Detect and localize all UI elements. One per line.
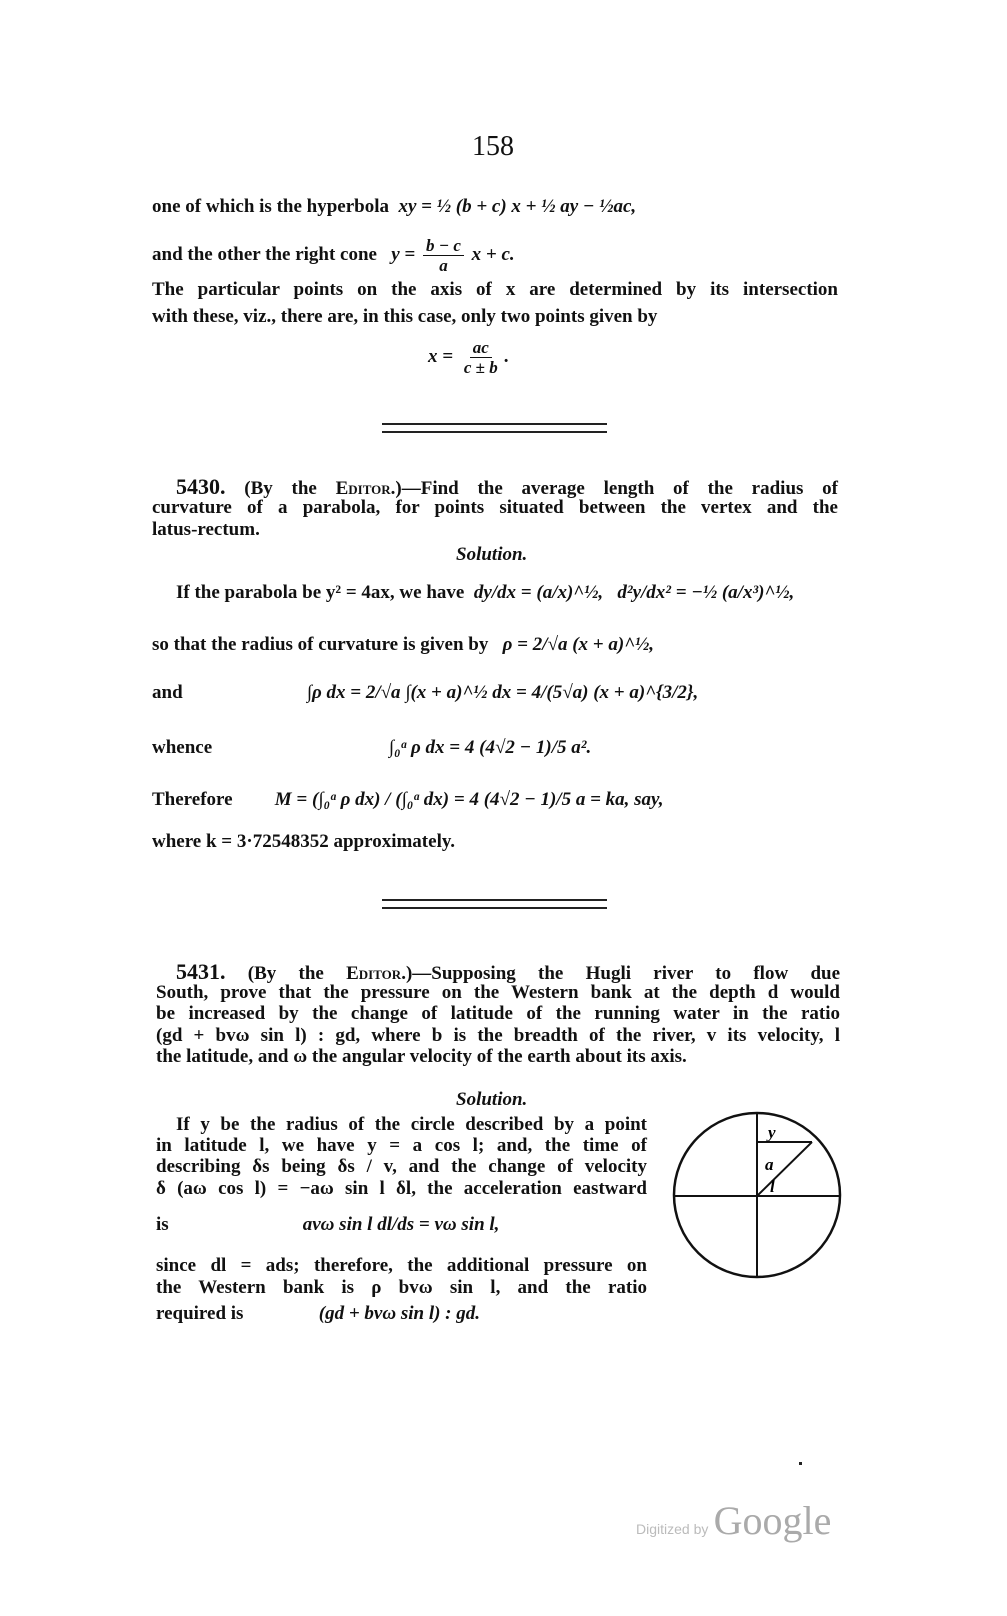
page-number: 158 [472, 131, 514, 162]
label: required is [156, 1303, 244, 1324]
text: one of which is the hyperbola [152, 196, 389, 217]
label: is [156, 1214, 169, 1235]
solution-line-6: where k = 3·72548352 approximately. [152, 831, 456, 852]
equation-mean: M = (∫₀ᵃ ρ dx) / (∫₀ᵃ dx) = 4 (4√2 − 1)/5 a = ka, say, [274, 789, 664, 810]
solution-line: δ (aω cos l) = −aω sin l δl, the acceleration eastward [156, 1178, 647, 1199]
earth-circle-diagram [670, 1108, 846, 1284]
section-divider [382, 423, 607, 433]
question-5431-line-5: the latitude, and ω the angular velocity of the earth about its axis. [156, 1046, 687, 1067]
period: . [503, 345, 509, 367]
solution-line-2 [152, 634, 654, 656]
text: so that the radius of curvature is given by [152, 634, 489, 655]
text: .)—Supposing the Hugli river to flow due [401, 963, 841, 984]
byline: (By the [247, 963, 324, 984]
numerator: b − c [423, 236, 464, 256]
editor: Editor [346, 963, 402, 984]
roots-equation [428, 338, 508, 377]
solution-heading: Solution. [456, 1089, 528, 1110]
fraction [461, 338, 501, 377]
equation-acceleration: avω sin l dl/ds = vω sin l, [302, 1214, 500, 1235]
paragraph-line: with these, viz., there are, in this case, only two points given by [152, 306, 658, 327]
solution-line [156, 1214, 499, 1236]
section-divider [382, 899, 607, 909]
text: and the other the right cone [152, 243, 377, 265]
digitized-by-google-watermark [636, 1497, 831, 1544]
google-logo: Google [713, 1498, 832, 1543]
question-number: 5431. [176, 959, 226, 984]
question-number: 5430. [176, 474, 226, 499]
equation-d2y-dx2: d²y/dx² = −½ (a/x³)^½, [617, 582, 795, 603]
byline: (By the [244, 478, 317, 499]
solution-line: since dl = ads; therefore, the additional pressure on [156, 1255, 647, 1276]
equation-integral: ∫ρ dx = 2/√a ∫(x + a)^½ dx = 4/(5√a) (x + a)^{3/2}, [306, 682, 699, 703]
text: If the parabola be y² = 4ax, we have [176, 582, 465, 603]
question-5431-line-4: (gd + bvω sin l) : gd, where b is the breadth of the river, v its velocity, l [156, 1025, 840, 1046]
label-a: a [765, 1155, 774, 1174]
label-l: l [770, 1177, 775, 1196]
equation-lhs: x = [428, 345, 454, 367]
text: .)—Find the average length of the radius of [390, 478, 838, 499]
label: and [152, 682, 183, 703]
solution-line-5 [152, 789, 664, 811]
label: Therefore [152, 789, 233, 810]
solution-line-4 [152, 737, 591, 759]
hyperbola-line [152, 196, 636, 218]
equation-rho: ρ = 2/√a (x + a)^½, [502, 634, 655, 655]
watermark-prefix: Digitized by [636, 1521, 709, 1537]
numerator: ac [470, 338, 492, 358]
solution-line: describing δs being δs / v, and the change of velocity [156, 1156, 647, 1177]
solution-heading: Solution. [456, 544, 528, 565]
solution-line: the Western bank is ρ bvω sin l, and the ratio [156, 1277, 647, 1298]
equation-rhs: x + c. [471, 243, 515, 265]
label: whence [152, 737, 213, 758]
cone-line [152, 236, 515, 275]
question-5430-line-3: latus-rectum. [152, 519, 260, 540]
denominator: a [439, 256, 448, 275]
editor: Editor [335, 478, 391, 499]
equation-ratio: (gd + bvω sin l) : gd. [318, 1303, 480, 1324]
paragraph-line: The particular points on the axis of x are determined by its intersection [152, 279, 838, 300]
speck [799, 1462, 802, 1465]
question-5431-line-3: be increased by the change of latitude of the running water in the ratio [156, 1003, 840, 1024]
solution-line: If y be the radius of the circle described by a point [176, 1114, 647, 1135]
equation-dy-dx: dy/dx = (a/x)^½, [473, 582, 604, 603]
equation-definite-integral: ∫₀ᵃ ρ dx = 4 (4√2 − 1)/5 a². [388, 737, 592, 758]
solution-line [156, 1303, 480, 1325]
solution-line: in latitude l, we have y = a cos l; and, the time of [156, 1135, 647, 1156]
solution-line-1 [176, 582, 794, 604]
question-5431-line-2: South, prove that the pressure on the Western bank at the depth d would [156, 982, 840, 1003]
solution-line-3 [152, 682, 698, 704]
question-5430-line-2: curvature of a parabola, for points situated between the vertex and the [152, 497, 838, 518]
fraction [423, 236, 464, 275]
denominator: c ± b [463, 358, 498, 377]
equation-lhs: y = [391, 243, 416, 265]
label-y: y [768, 1123, 776, 1142]
equation: xy = ½ (b + c) x + ½ ay − ½ac, [398, 196, 637, 217]
